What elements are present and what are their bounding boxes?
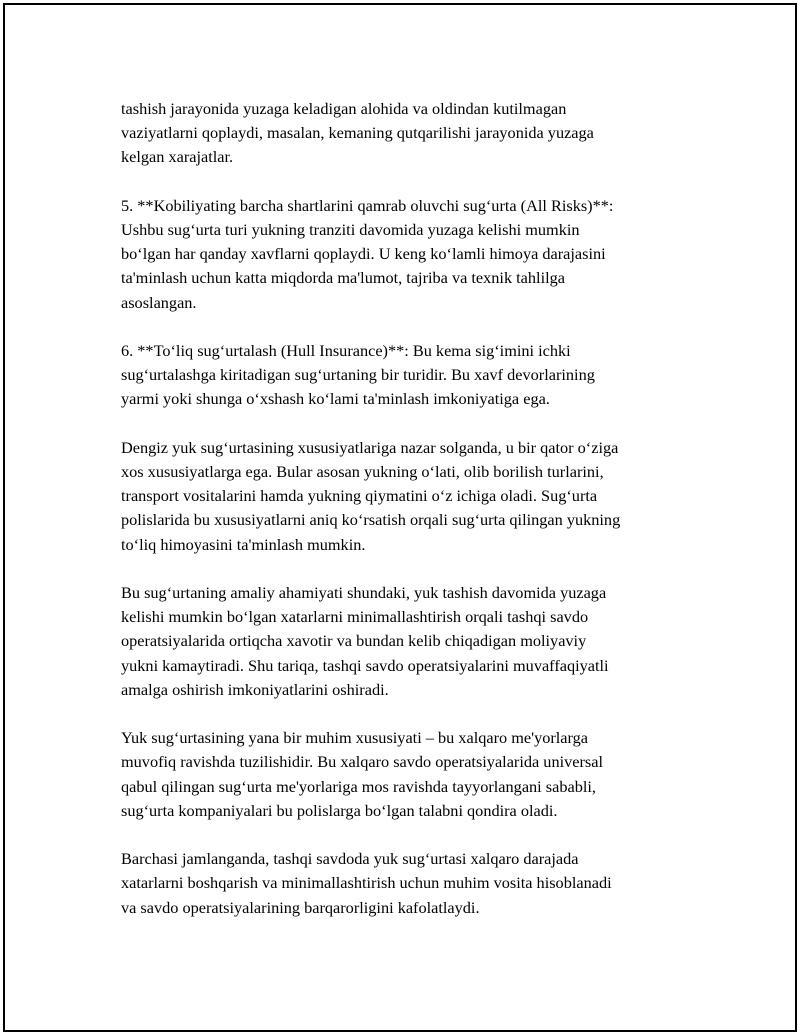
paragraph-5: Bu sug‘urtaning amaliy ahamiyati shundaki, yuk tashish davomida yuzaga kelishi mumkin bo‘lgan xatarlarni minimallashtirish orqali tashqi savdo operatsiyalarida ortiqcha xavotir va bundan kelib chiqadigan moliyaviy yukni kamaytiradi. Shu tariqa, tashqi savdo operatsiyalarini muvaffaqiyatli amalga oshirish imkoniyatlarini oshiradi. <box>121 583 609 699</box>
paragraph-6: Yuk sug‘urtasining yana bir muhim xususiyati – bu xalqaro me'yorlarga muvofiq ravishda tuzilishidir. Bu xalqaro savdo operatsiyalarida universal qabul qilingan sug‘urta me'yorlariga mos ravishda tayyorlangani sababli, sug‘urta kompaniyalari bu polislarga bo‘lgan talabni qondira oladi. <box>121 728 603 820</box>
paragraph-4: Dengiz yuk sug‘urtasining xususiyatlariga nazar solganda, u bir qator o‘ziga xos xususiyatlarga ega. Bular asosan yukning o‘lati, olib borilish turlarini, transport vositalarini hamda yukning qiymatini o‘z ichiga oladi. Sug‘urta polislarida bu xususiyatlarni aniq ko‘rsatish orqali sug‘urta qilingan yukning to‘liq himoyasini ta'minlash mumkin. <box>121 437 621 554</box>
paragraph-7: Barchasi jamlanganda, tashqi savdoda yuk sug‘urtasi xalqaro darajada xatarlarni boshqarish va minimallashtirish uchun muhim vosita hisoblanadi va savdo operatsiyalarining barqarorligini kafolatlaydi. <box>121 849 612 917</box>
paragraph-1: tashish jarayonida yuzaga keladigan alohida va oldindan kutilmagan vaziyatlarni qoplaydi, masalan, kemaning qutqarilishi jarayonida yuzaga kelgan xarajatlar. <box>121 99 594 167</box>
paragraph-3: 6. **To‘liq sug‘urtalash (Hull Insurance)**: Bu kema sig‘imini ichki sug‘urtalashga kiritadigan sug‘urtaning bir turidir. Bu xavf devorlarining yarmi yoki shunga o‘xshash ko‘lami ta'minlash imkoniyatiga ega. <box>121 341 595 409</box>
page-frame <box>3 3 797 1032</box>
document-body <box>121 97 701 944</box>
paragraph-2: 5. **Kobiliyating barcha shartlarini qamrab oluvchi sug‘urta (All Risks)**: Ushbu sug‘urta turi yukning tranziti davomida yuzaga kelishi mumkin bo‘lgan har qanday xavflarni qoplaydi. U keng ko‘lamli himoya darajasini ta'minlash uchun katta miqdorda ma'lumot, tajriba va texnik tahlilga asoslangan. <box>121 195 614 312</box>
